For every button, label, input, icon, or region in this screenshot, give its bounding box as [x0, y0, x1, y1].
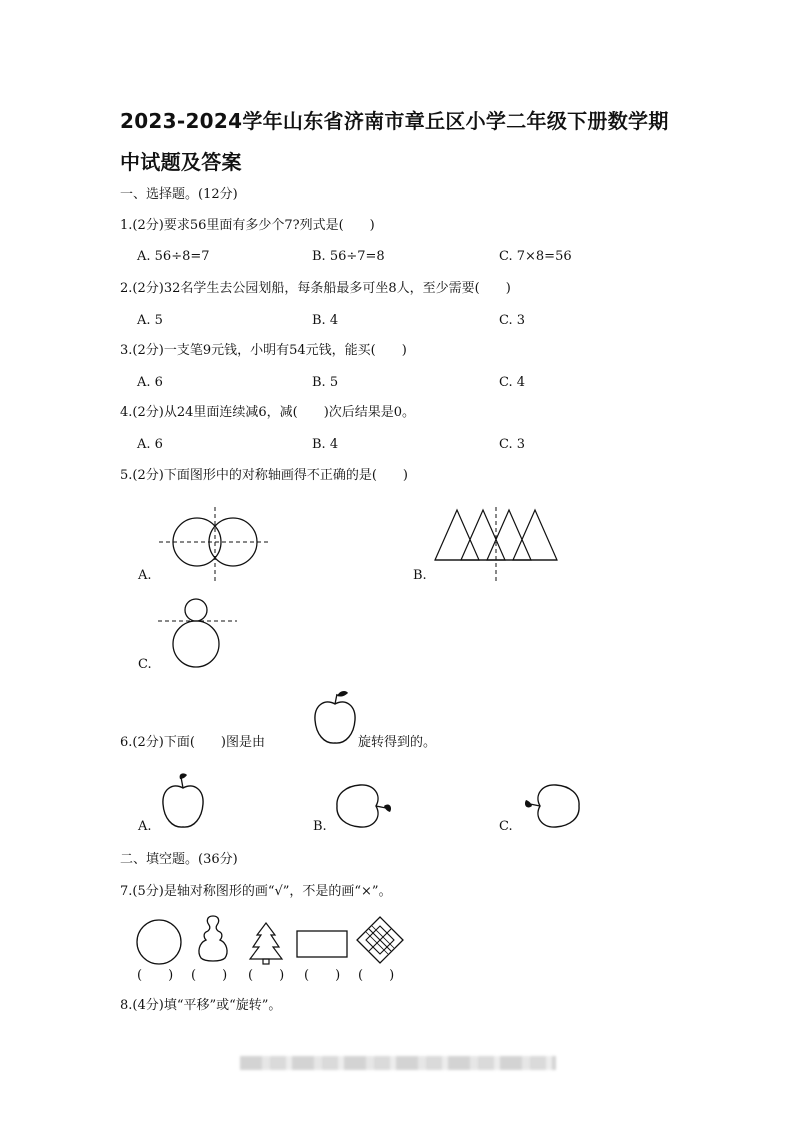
question-6-option-b: B.	[313, 819, 327, 834]
apple-option-c-icon	[522, 780, 584, 832]
triangles-figure	[432, 505, 560, 583]
answer-blank-3[interactable]: ( )	[248, 968, 285, 983]
apple-option-b-icon	[332, 780, 394, 832]
two-circles-figure	[155, 505, 275, 585]
question-1-stem: 1.(2分)要求56里面有多少个7?列式是( )	[120, 218, 375, 233]
answer-blank-5[interactable]: ( )	[358, 968, 395, 983]
question-1-option-a: A. 56÷8=7	[137, 249, 210, 264]
apple-upright-icon	[312, 688, 358, 748]
question-1-option-c: C. 7×8=56	[499, 249, 572, 264]
question-5-option-b: B.	[413, 568, 427, 583]
question-3-stem: 3.(2分)一支笔9元钱，小明有54元钱，能买( )	[120, 343, 407, 358]
question-6-option-c: C.	[499, 819, 513, 834]
circle-shape	[135, 915, 185, 967]
question-7-stem: 7.(5分)是轴对称图形的画“√”，不是的画“×”。	[120, 884, 392, 899]
question-3-option-c: C. 4	[499, 375, 526, 390]
question-4-stem: 4.(2分)从24里面连续减6，减( )次后结果是0。	[120, 405, 416, 420]
answer-blank-2[interactable]: ( )	[191, 968, 228, 983]
question-6-stem-end: 旋转得到的。	[358, 735, 437, 750]
question-5-option-a: A.	[138, 568, 152, 583]
answer-blank-4[interactable]: ( )	[304, 968, 341, 983]
question-2-option-c: C. 3	[499, 313, 526, 328]
question-3-option-b: B. 5	[312, 375, 339, 390]
blurred-footer-watermark	[240, 1056, 556, 1070]
apple-option-a-icon	[158, 772, 208, 832]
question-2-option-b: B. 4	[312, 313, 339, 328]
answer-blank-1[interactable]: ( )	[137, 968, 174, 983]
question-6-option-a: A.	[138, 819, 152, 834]
gourd-shape	[192, 912, 234, 964]
section-heading-fill-in: 二、填空题。(36分)	[120, 852, 238, 867]
snowman-figure	[155, 595, 245, 675]
question-5-option-c: C.	[138, 657, 152, 672]
document-title-line1: 2023-2024学年山东省济南市章丘区小学二年级下册数学期	[120, 109, 669, 133]
question-4-option-b: B. 4	[312, 437, 339, 452]
section-heading-choice: 一、选择题。(12分)	[120, 187, 238, 202]
document-title-line2: 中试题及答案	[120, 150, 242, 174]
question-5-stem: 5.(2分)下面图形中的对称轴画得不正确的是( )	[120, 468, 408, 483]
question-1-option-b: B. 56÷7=8	[312, 249, 385, 264]
diamond-shape	[355, 915, 405, 965]
question-4-option-c: C. 3	[499, 437, 526, 452]
question-2-option-a: A. 5	[137, 313, 163, 328]
question-6-stem-start: 6.(2分)下面( )图是由	[120, 735, 265, 750]
question-8-stem: 8.(4分)填“平移”或“旋转”。	[120, 998, 282, 1013]
question-4-option-a: A. 6	[137, 437, 163, 452]
question-2-stem: 2.(2分)32名学生去公园划船，每条船最多可坐8人，至少需要( )	[120, 281, 511, 296]
rectangle-shape	[295, 928, 351, 960]
question-3-option-a: A. 6	[137, 375, 163, 390]
tree-shape	[247, 920, 287, 966]
